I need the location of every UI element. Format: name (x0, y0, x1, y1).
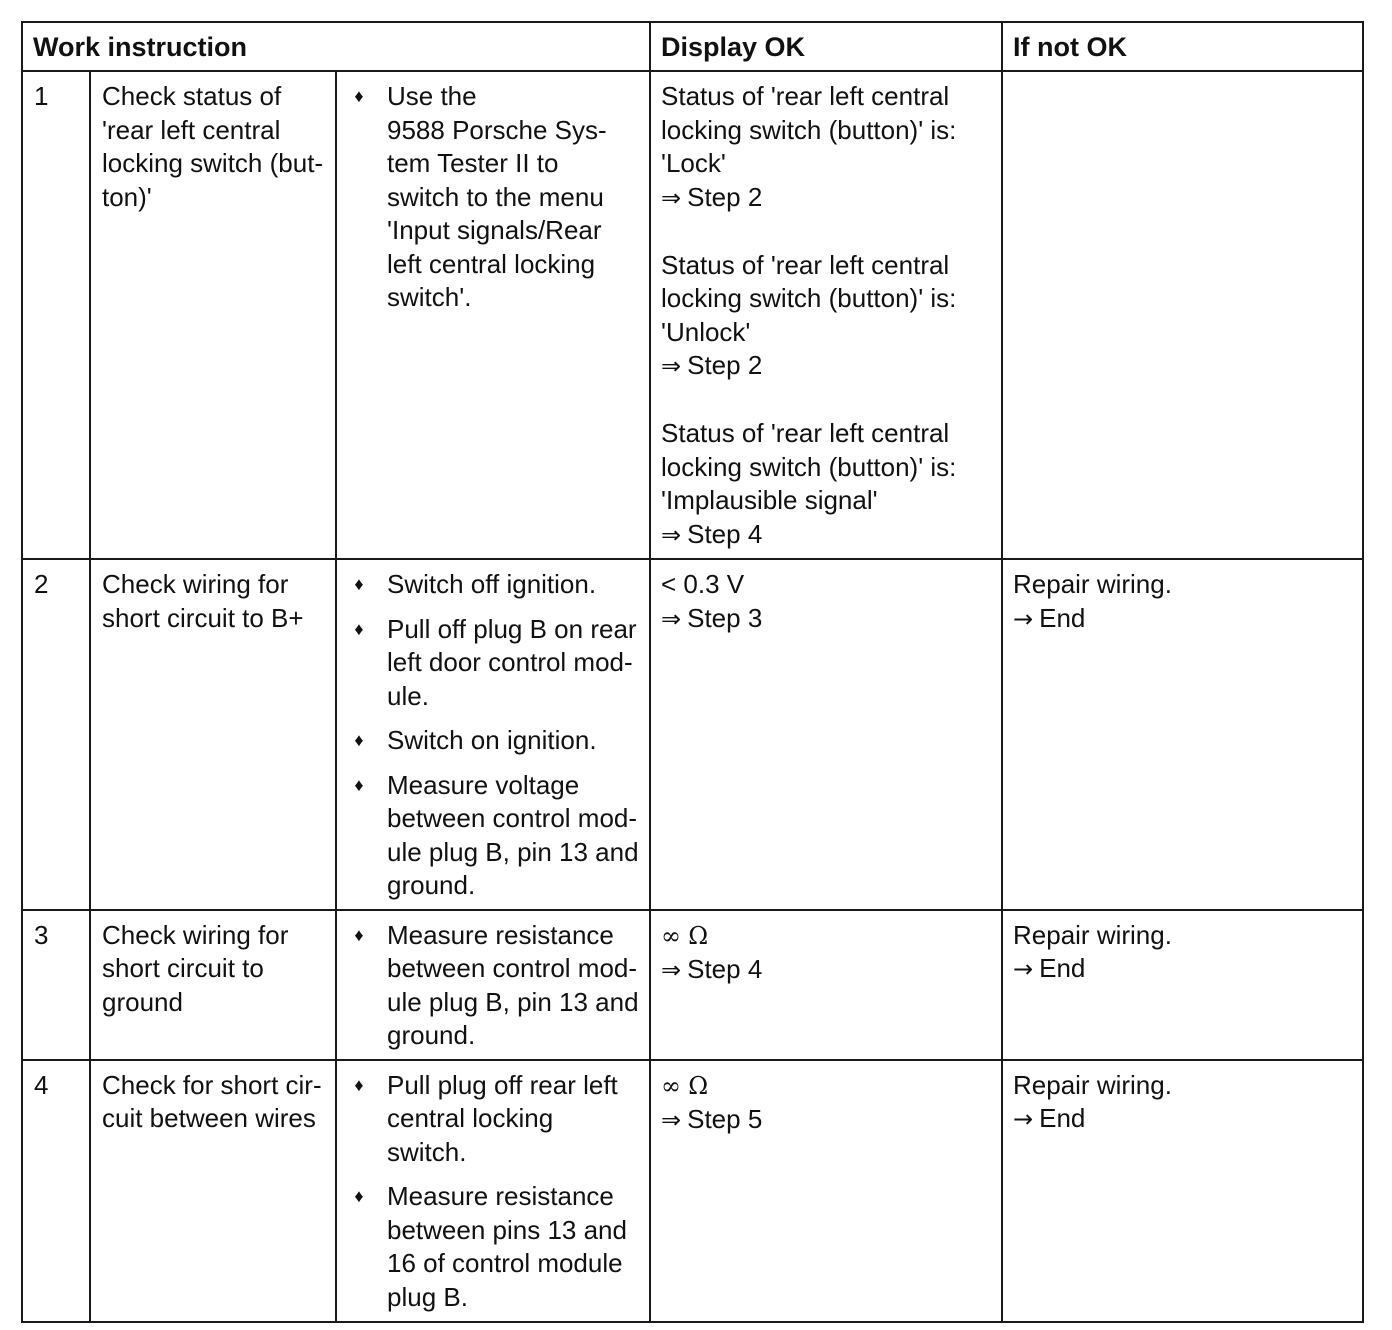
task-line: Check wiring for (102, 919, 289, 950)
step-task (90, 559, 336, 910)
display-ok-line: Status of 'rear left central (661, 418, 950, 448)
display-ok-block (661, 1069, 993, 1138)
display-ok-line (661, 1069, 993, 1104)
bullet-icon: ♦ (354, 730, 364, 750)
table-row (22, 1060, 1363, 1322)
instruction-line: ground. (387, 1020, 476, 1050)
table-header-row (22, 22, 1363, 71)
instruction-line: left central locking (387, 248, 596, 279)
double-arrow-icon: ⇒ (661, 1106, 682, 1134)
step-task (90, 1060, 336, 1322)
if-not-ok-action: Repair wiring. (1013, 569, 1172, 599)
instruction-line: switch'. (387, 282, 472, 312)
if-not-ok-cell (1002, 910, 1363, 1060)
display-ok-block (661, 249, 993, 384)
instruction-item (349, 724, 641, 758)
bullet-icon: ♦ (354, 86, 364, 106)
instruction-item (349, 80, 641, 315)
display-ok-cell (650, 559, 1002, 910)
instruction-item (349, 568, 641, 602)
task-line: short circuit to (102, 953, 264, 983)
instruction-line: Measure resistance (387, 1181, 614, 1211)
header-work-instruction: Work instruction (22, 22, 650, 71)
instruction-line: ule plug B, pin 13 and (387, 836, 639, 867)
instruction-line: 16 of control module (387, 1248, 623, 1278)
instruction-list (349, 1069, 641, 1315)
task-line: Check wiring for (102, 569, 289, 599)
table-row (22, 910, 1363, 1060)
display-ok-line: 'Lock' (661, 148, 726, 178)
instruction-line: between control mod- (387, 803, 638, 833)
instruction-line: tem Tester II to (387, 148, 559, 178)
work-instruction-table (21, 21, 1364, 1323)
double-arrow-icon: ⇒ (661, 183, 682, 212)
bullet-icon: ♦ (354, 1186, 364, 1206)
header-if-not-ok: If not OK (1002, 22, 1363, 71)
display-ok-result: ⇒ Step 3 (661, 602, 763, 633)
instruction-list (349, 568, 641, 903)
instruction-list (349, 919, 641, 1053)
display-ok-result: ⇒ Step 5 (661, 1104, 763, 1134)
display-ok-result: ⇒ Step 2 (661, 181, 763, 212)
if-not-ok-end: → End (1013, 1103, 1086, 1133)
instruction-line: left door control mod- (387, 647, 633, 677)
step-task (90, 71, 336, 559)
instruction-line: Switch on ignition. (387, 725, 597, 755)
instruction-line: between control mod- (387, 953, 638, 983)
if-not-ok-cell (1002, 71, 1363, 559)
right-arrow-icon: → (1013, 1105, 1034, 1133)
instruction-line: central locking (387, 1103, 554, 1133)
display-ok-block (661, 568, 993, 636)
task-line: cuit between wires (102, 1103, 316, 1133)
instruction-line: Pull plug off rear left (387, 1069, 618, 1100)
task-line: ton)' (102, 181, 152, 212)
display-ok-cell (650, 71, 1002, 559)
instruction-line: Pull off plug B on rear (387, 613, 637, 644)
infinity-symbol: ∞ (661, 1071, 681, 1100)
instruction-item (349, 1069, 641, 1170)
display-ok-block (661, 919, 993, 988)
if-not-ok-end: → End (1013, 602, 1086, 633)
double-arrow-icon: ⇒ (661, 352, 682, 380)
if-not-ok-cell (1002, 559, 1363, 910)
display-ok-result: ⇒ Step 2 (661, 350, 763, 380)
bullet-icon: ♦ (354, 1074, 364, 1095)
display-ok-line: locking switch (button)' is: (661, 451, 957, 482)
instruction-line: Measure resistance (387, 919, 614, 950)
step-number: 3 (22, 910, 90, 1060)
task-line: 'rear left central (102, 114, 281, 145)
instruction-line: 9588 Porsche Sys- (387, 114, 607, 145)
instruction-line: Switch off ignition. (387, 569, 597, 599)
ohm-symbol: Ω (688, 921, 709, 950)
instruction-line: ule plug B, pin 13 and (387, 986, 639, 1017)
display-ok-cell (650, 910, 1002, 1060)
task-line: Check status of (102, 81, 282, 111)
table-row (22, 71, 1363, 559)
double-arrow-icon: ⇒ (661, 604, 682, 633)
table-body (22, 71, 1363, 1322)
display-ok-cell (650, 1060, 1002, 1322)
instruction-line: ule. (387, 680, 429, 711)
task-line: Check for short cir- (102, 1069, 322, 1100)
display-ok-result: ⇒ Step 4 (661, 954, 763, 984)
if-not-ok-action: Repair wiring. (1013, 919, 1172, 950)
bullet-icon: ♦ (354, 618, 364, 639)
task-line: ground (102, 986, 183, 1017)
double-arrow-icon: ⇒ (661, 956, 682, 984)
instruction-item (349, 769, 641, 903)
right-arrow-icon: → (1013, 955, 1034, 983)
table-row (22, 559, 1363, 910)
task-line: short circuit to B+ (102, 602, 304, 633)
header-display-ok: Display OK (650, 22, 1002, 71)
step-number: 4 (22, 1060, 90, 1322)
display-ok-line: locking switch (button)' is: (661, 114, 957, 145)
if-not-ok-cell (1002, 1060, 1363, 1322)
if-not-ok-end: → End (1013, 953, 1086, 983)
instruction-item (349, 1180, 641, 1314)
step-number: 2 (22, 559, 90, 910)
step-instructions (336, 910, 650, 1060)
instruction-line: Use the (387, 81, 477, 111)
display-ok-line (661, 919, 993, 954)
display-ok-line: < 0.3 V (661, 569, 745, 599)
step-instructions (336, 1060, 650, 1322)
bullet-icon: ♦ (354, 774, 364, 795)
instruction-list (349, 80, 641, 315)
step-instructions (336, 559, 650, 910)
double-arrow-icon: ⇒ (661, 520, 682, 549)
bullet-icon: ♦ (354, 574, 364, 594)
display-ok-block (661, 417, 993, 552)
display-ok-line: 'Unlock' (661, 316, 751, 347)
instruction-line: plug B. (387, 1281, 468, 1312)
instruction-item (349, 919, 641, 1053)
instruction-line: Measure voltage (387, 769, 580, 800)
display-ok-line: 'Implausible signal' (661, 485, 878, 515)
step-instructions (336, 71, 650, 559)
instruction-line: between pins 13 and (387, 1214, 627, 1245)
instruction-line: ground. (387, 870, 476, 900)
display-ok-line: Status of 'rear left central (661, 249, 950, 280)
bullet-icon: ♦ (354, 924, 364, 945)
task-line: locking switch (but- (102, 148, 324, 178)
instruction-line: switch to the menu (387, 181, 604, 212)
instruction-line: switch. (387, 1136, 467, 1167)
display-ok-result: ⇒ Step 4 (661, 518, 763, 549)
instruction-item (349, 613, 641, 714)
step-task (90, 910, 336, 1060)
infinity-symbol: ∞ (661, 921, 681, 950)
display-ok-line: locking switch (button)' is: (661, 283, 957, 313)
display-ok-block (661, 80, 993, 215)
ohm-symbol: Ω (688, 1071, 709, 1100)
right-arrow-icon: → (1013, 604, 1034, 633)
instruction-line: 'Input signals/Rear (387, 215, 602, 245)
step-number: 1 (22, 71, 90, 559)
if-not-ok-action: Repair wiring. (1013, 1069, 1172, 1100)
display-ok-line: Status of 'rear left central (661, 81, 950, 111)
